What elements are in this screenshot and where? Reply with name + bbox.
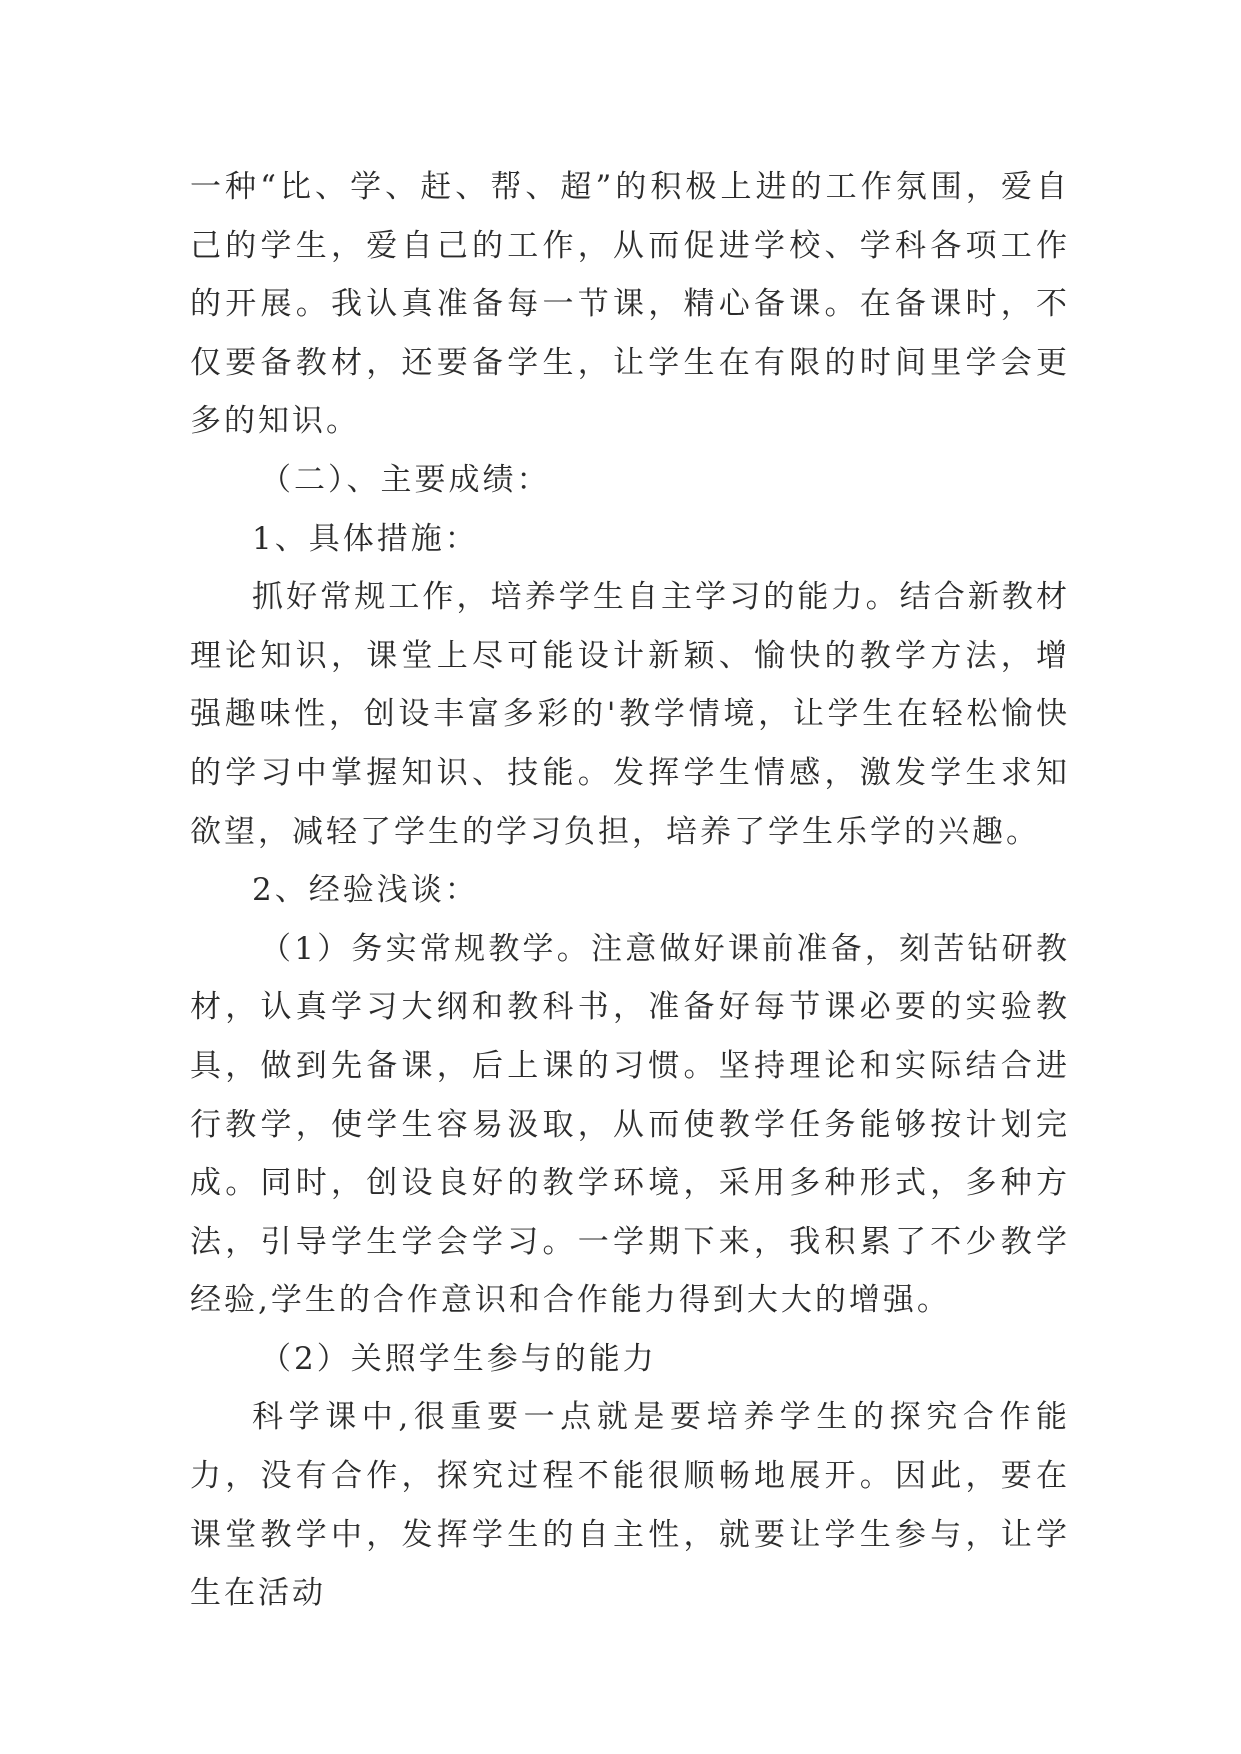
heading-student-participation: （2）关照学生参与的能力 bbox=[260, 1340, 657, 1377]
paragraph-science-class: 科学课中,很重要一点就是要培养学生的探究合作能力，没有合作，探究过程不能很顺畅地展开。因此，要在课堂教学中，发挥学生的自主性，就要让学生参与，让学生在活动 bbox=[190, 1399, 1070, 1612]
heading-experience: 2、经验浅谈： bbox=[252, 872, 479, 909]
paragraph-routine-teaching: （1）务实常规教学。注意做好课前准备，刻苦钻研教材，认真学习大纲和教科书，准备好每节课必要的实验教具，做到先备课，后上课的习惯。坚持理论和实际结合进行教学，使学生容易汲取，从而使教学任务能够按计划完成。同时，创设良好的教学环境，采用多种形式，多种方法，引导学生学会学习。一学期下来，我积累了不少教学经验,学生的合作意识和合作能力得到大大的增强。 bbox=[190, 930, 1070, 1319]
paragraph-intro: 一种“比、学、赶、帮、超”的积极上进的工作氛围，爱自己的学生，爱自己的工作，从而促进学校、学科各项工作的开展。我认真准备每一节课，精心备课。在备课时，不仅要备教材，还要备学生，让学生在有限的时间里学会更多的知识。 bbox=[190, 169, 1070, 440]
document-body bbox=[190, 158, 1070, 1623]
paragraph-measures: 抓好常规工作，培养学生自主学习的能力。结合新教材理论知识，课堂上尽可能设计新颖、愉快的教学方法，增强趣味性，创设丰富多彩的'教学情境，让学生在轻松愉快的学习中掌握知识、技能。发挥学生情感，激发学生求知欲望，减轻了学生的学习负担，培养了学生乐学的兴趣。 bbox=[190, 579, 1070, 850]
heading-specific-measures: 1、具体措施： bbox=[252, 520, 479, 557]
heading-main-achievements: （二）、主要成绩： bbox=[260, 461, 551, 498]
